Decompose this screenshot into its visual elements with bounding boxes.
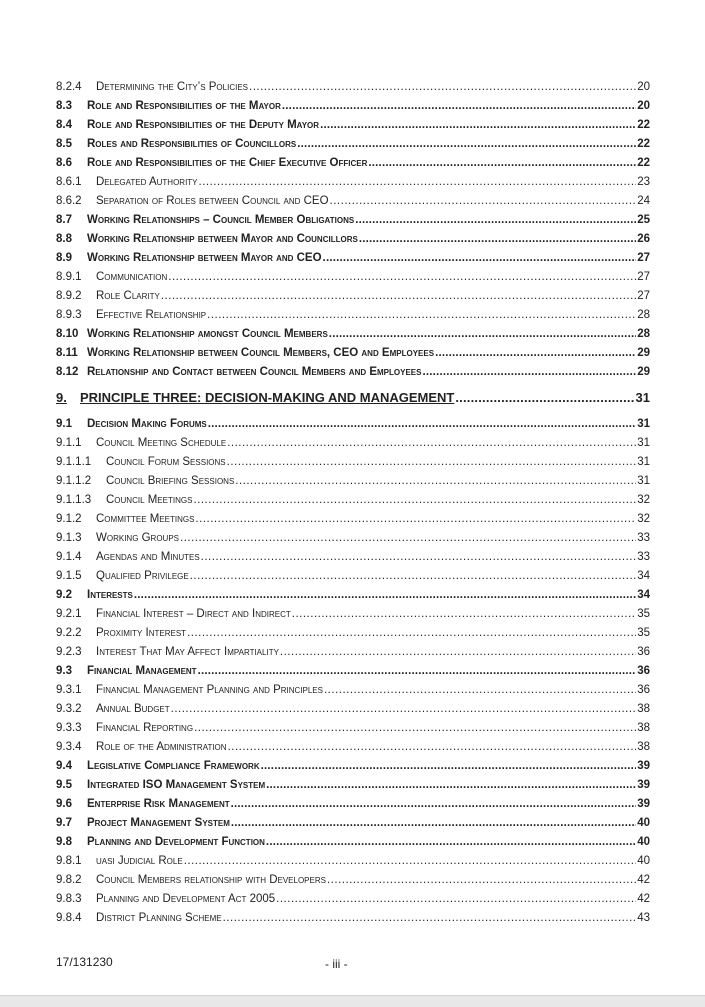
toc-entry-page-number: 29 [637,366,650,378]
toc-entry-number: 9.2.2 [56,627,82,639]
toc-entry-number: 8.9 [56,252,72,264]
toc-entry[interactable] [56,154,650,173]
footer-document-reference: 17/131230 [56,955,113,969]
toc-entry-number: 8.3 [56,100,72,112]
toc-entry[interactable] [56,344,650,363]
toc-entry[interactable] [56,529,650,548]
toc-entry-title: Council Forum Sessions [106,456,226,468]
toc-entry-number: 9.2 [56,589,72,601]
toc-entry-title: Roles and Responsibilities of Councillors [87,138,297,150]
toc-dot-leader [276,890,636,909]
toc-entry-title: Proximity Interest [96,627,187,639]
toc-dot-leader [266,776,636,795]
toc-entry-page-number: 35 [637,627,650,639]
toc-entry-page-number: 33 [637,551,650,563]
toc-entry-number: 9.8 [56,836,72,848]
toc-entry-title: Role and Responsibilities of the Mayor [87,100,281,112]
toc-dot-leader [327,871,636,890]
toc-dot-leader [184,852,637,871]
toc-entry-title: Communication [96,271,168,283]
toc-entry-number: 9.1.1.2 [56,475,92,487]
toc-entry-title: Working Relationship between Council Members, CEO and Employees [87,347,435,359]
toc-entry[interactable] [56,643,650,662]
toc-dot-leader [227,453,637,472]
toc-entry-number: 8.6.2 [56,195,82,207]
toc-dot-leader [435,344,636,363]
toc-entry-page-number: 31 [637,456,650,468]
toc-entry-page-number: 40 [637,817,650,829]
toc-entry-title: Legislative Compliance Framework [87,760,260,772]
toc-dot-leader [227,434,636,453]
toc-entry[interactable] [56,249,650,268]
toc-dot-leader [161,287,636,306]
toc-entry-number: 9.1.5 [56,570,82,582]
toc-entry[interactable] [56,287,650,306]
toc-dot-leader [266,833,636,852]
toc-entry-title: Integrated ISO Management System [87,779,266,791]
toc-entry-page-number: 29 [637,347,650,359]
toc-entry-title: Determining the City’s Policies [96,81,248,93]
toc-entry-title: Annual Budget [96,703,170,715]
toc-entry-title: Role and Responsibilities of the Deputy Mayor [87,119,320,131]
toc-entry-page-number: 38 [637,703,650,715]
toc-dot-leader [324,681,636,700]
toc-entry-title: Separation of Roles between Council and CEO [96,195,329,207]
toc-entry[interactable] [56,738,650,757]
toc-entry[interactable] [56,135,650,154]
toc-entry-title: Working Groups [96,532,180,544]
toc-entry-number: 9.8.2 [56,874,82,886]
toc-entry-title: uasi Judicial Role [96,855,183,867]
toc-entry-page-number: 22 [637,157,650,169]
toc-dot-leader [280,643,636,662]
toc-entry-title: Role Clarity [96,290,160,302]
toc-entry-page-number: 28 [637,309,650,321]
toc-entry-page-number: 28 [637,328,650,340]
toc-dot-leader [355,211,636,230]
toc-dot-leader [198,662,637,681]
toc-entry[interactable] [56,833,650,852]
toc-dot-leader [168,268,636,287]
toc-entry-page-number: 39 [637,798,650,810]
toc-entry-page-number: 42 [637,874,650,886]
toc-entry[interactable] [56,230,650,249]
toc-entry-number: 9.2.3 [56,646,82,658]
toc-entry-title: Financial Management [87,665,197,677]
toc-entry-page-number: 36 [637,646,650,658]
toc-dot-leader [320,116,636,135]
toc-entry-page-number: 23 [637,176,650,188]
toc-dot-leader [231,795,637,814]
toc-entry[interactable] [56,548,650,567]
toc-dot-leader [455,384,634,412]
toc-dot-leader [261,757,637,776]
toc-entry[interactable] [56,586,650,605]
toc-entry-title: Financial Reporting [96,722,194,734]
toc-entry-title: Council Members relationship with Developers [96,874,326,886]
toc-entry-number: 8.6 [56,157,72,169]
toc-entry-number: 8.5 [56,138,72,150]
toc-entry-page-number: 38 [637,722,650,734]
toc-dot-leader [193,491,636,510]
toc-entry-title: Interest That May Affect Impartiality [96,646,279,658]
toc-entry[interactable] [56,173,650,192]
toc-entry[interactable] [56,719,650,738]
toc-entry-number: 8.11 [56,347,78,359]
toc-entry-number: 8.2.4 [56,81,82,93]
toc-dot-leader [208,415,636,434]
toc-entry-page-number: 39 [637,779,650,791]
toc-entry-page-number: 35 [637,608,650,620]
toc-entry-title: Council Meeting Schedule [96,437,227,449]
toc-entry-title: Effective Relationship [96,309,207,321]
toc-entry-title: Agendas and Minutes [96,551,200,563]
toc-entry-title: Planning and Development Function [87,836,265,848]
toc-entry-title: Committee Meetings [96,513,195,525]
toc-entry-number: 9.3.3 [56,722,82,734]
toc-entry[interactable] [56,510,650,529]
toc-entry[interactable] [56,453,650,472]
toc-entry-page-number: 32 [637,513,650,525]
toc-dot-leader [359,230,636,249]
toc-dot-leader [134,586,636,605]
toc-entry-number: 8.9.3 [56,309,82,321]
toc-entry[interactable] [56,116,650,135]
toc-dot-leader [323,249,637,268]
toc-entry-title: Planning and Development Act 2005 [96,893,276,905]
toc-entry[interactable] [56,909,650,928]
toc-entry-title: Enterprise Risk Management [87,798,230,810]
toc-dot-leader [223,909,637,928]
toc-entry[interactable] [56,434,650,453]
toc-entry-page-number: 36 [637,684,650,696]
toc-entry-title: Qualified Privilege [96,570,189,582]
toc-entry-number: 8.4 [56,119,72,131]
toc-entry-page-number: 20 [637,100,650,112]
toc-entry-title: District Planning Scheme [96,912,222,924]
toc-entry-number: 9.5 [56,779,72,791]
table-of-contents [56,78,650,928]
toc-entry-number: 8.9.2 [56,290,82,302]
toc-entry-title: Council Briefing Sessions [106,475,235,487]
toc-entry[interactable] [56,681,650,700]
toc-entry-page-number: 31 [635,390,650,405]
toc-entry[interactable] [56,97,650,116]
toc-dot-leader [292,605,636,624]
toc-dot-leader [201,548,637,567]
toc-entry[interactable] [56,211,650,230]
toc-entry-number: 9. [56,390,67,405]
toc-entry-page-number: 34 [637,589,650,601]
toc-entry-page-number: 34 [637,570,650,582]
toc-entry-number: 9.1.1.1 [56,456,92,468]
toc-entry[interactable] [56,662,650,681]
toc-entry[interactable] [56,852,650,871]
toc-entry-number: 9.1.2 [56,513,82,525]
toc-entry-number: 8.7 [56,214,72,226]
toc-entry-page-number: 38 [637,741,650,753]
toc-dot-leader [297,135,636,154]
toc-entry-page-number: 24 [637,195,650,207]
toc-entry-title: Working Relationships – Council Member Obligations [87,214,355,226]
toc-entry-page-number: 31 [637,475,650,487]
toc-entry-page-number: 27 [637,271,650,283]
toc-entry-title: Role and Responsibilities of the Chief Executive Officer [87,157,368,169]
toc-entry[interactable] [56,491,650,510]
toc-entry-number: 9.1 [56,418,72,430]
toc-entry-page-number: 25 [637,214,650,226]
toc-dot-leader [231,814,636,833]
toc-entry[interactable] [56,363,650,382]
toc-entry-page-number: 27 [637,290,650,302]
toc-entry-number: 9.1.1 [56,437,82,449]
toc-entry-page-number: 20 [637,81,650,93]
toc-entry[interactable] [56,192,650,211]
toc-entry-page-number: 22 [637,138,650,150]
toc-entry-page-number: 40 [637,855,650,867]
toc-entry[interactable] [56,384,650,412]
toc-entry-number: 9.1.3 [56,532,82,544]
toc-entry-number: 9.7 [56,817,72,829]
toc-entry-page-number: 31 [637,418,650,430]
toc-dot-leader [199,173,637,192]
toc-entry-number: 9.8.1 [56,855,82,867]
toc-entry-number: 8.9.1 [56,271,82,283]
toc-dot-leader [194,719,636,738]
toc-entry-number: 9.2.1 [56,608,82,620]
toc-entry-number: 8.12 [56,366,79,378]
toc-dot-leader [422,363,636,382]
toc-entry-title: Working Relationship between Mayor and CEO [87,252,322,264]
toc-entry-number: 9.3.4 [56,741,82,753]
toc-entry-title: Role of the Administration [96,741,227,753]
toc-entry[interactable] [56,567,650,586]
toc-entry-page-number: 22 [637,119,650,131]
page-bottom-edge [0,995,705,1007]
toc-entry-number: 8.10 [56,328,79,340]
toc-entry[interactable] [56,776,650,795]
toc-entry[interactable] [56,700,650,719]
toc-entry-title: Working Relationship amongst Council Members [87,328,328,340]
toc-entry-number: 9.1.1.3 [56,494,92,506]
toc-entry[interactable] [56,757,650,776]
toc-entry-page-number: 40 [637,836,650,848]
toc-entry-title: Council Meetings [106,494,193,506]
toc-dot-leader [195,510,636,529]
toc-dot-leader [187,624,636,643]
toc-entry-number: 9.6 [56,798,72,810]
toc-entry[interactable] [56,306,650,325]
toc-dot-leader [282,97,636,116]
toc-dot-leader [368,154,636,173]
toc-entry[interactable] [56,415,650,434]
toc-entry-number: 9.3.2 [56,703,82,715]
footer-page-number: - iii - [325,957,348,971]
toc-entry[interactable] [56,268,650,287]
toc-entry-title: Financial Interest – Direct and Indirect [96,608,291,620]
toc-entry-page-number: 32 [637,494,650,506]
toc-entry-title: Decision Making Forums [87,418,207,430]
toc-dot-leader [171,700,637,719]
toc-entry-number: 9.1.4 [56,551,82,563]
toc-entry-title: Project Management System [87,817,230,829]
toc-dot-leader [235,472,636,491]
toc-entry[interactable] [56,624,650,643]
toc-entry-title: Financial Management Planning and Principles [96,684,323,696]
toc-entry-page-number: 43 [637,912,650,924]
toc-entry[interactable] [56,871,650,890]
toc-entry[interactable] [56,78,650,97]
toc-entry-page-number: 26 [637,233,650,245]
toc-entry-number: 8.6.1 [56,176,82,188]
toc-entry-title: Delegated Authority [96,176,198,188]
toc-entry[interactable] [56,605,650,624]
toc-entry-number: 9.8.3 [56,893,82,905]
toc-entry-page-number: 27 [637,252,650,264]
toc-entry-title: Relationship and Contact between Council Members and Employees [87,366,422,378]
toc-entry[interactable] [56,795,650,814]
toc-entry-number: 9.8.4 [56,912,82,924]
toc-entry-title: Working Relationship between Mayor and Councillors [87,233,358,245]
toc-dot-leader [330,192,637,211]
toc-entry-number: 9.4 [56,760,72,772]
toc-entry[interactable] [56,472,650,491]
toc-dot-leader [329,325,636,344]
toc-dot-leader [180,529,636,548]
toc-entry-page-number: 33 [637,532,650,544]
toc-dot-leader [190,567,636,586]
toc-entry[interactable] [56,325,650,344]
toc-entry[interactable] [56,814,650,833]
toc-dot-leader [228,738,637,757]
toc-entry-page-number: 36 [637,665,650,677]
toc-dot-leader [249,78,636,97]
toc-entry-page-number: 31 [637,437,650,449]
toc-entry-page-number: 39 [637,760,650,772]
toc-entry-number: 9.3.1 [56,684,82,696]
toc-entry-title: Interests [87,589,133,601]
toc-entry[interactable] [56,890,650,909]
toc-dot-leader [207,306,636,325]
toc-entry-page-number: 42 [637,893,650,905]
toc-entry-title: PRINCIPLE THREE: DECISION-MAKING AND MANAGEMENT [80,390,455,405]
toc-entry-number: 9.3 [56,665,72,677]
toc-entry-number: 8.8 [56,233,72,245]
